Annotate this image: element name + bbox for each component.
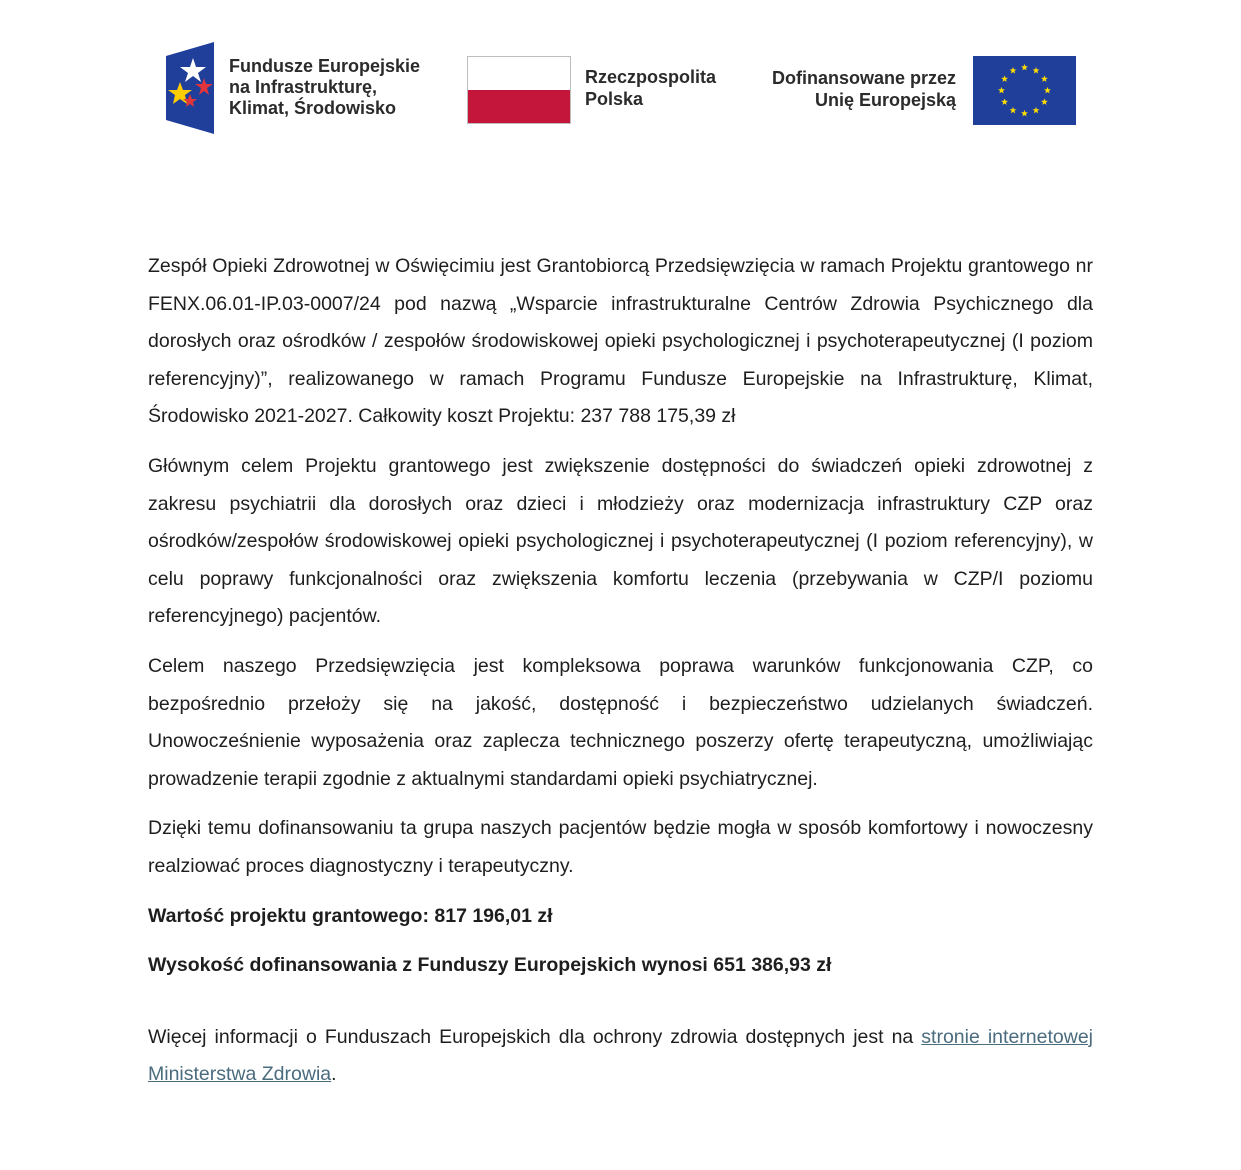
paragraph-goal: Głównym celem Projektu grantowego jest zwiększenie dostępności do świadczeń opieki zdrowotnej z zakresu psychiatrii dla dorosłych oraz dzieci i młodzieży oraz modernizacja infrastruktury CZP oraz ośrodków/zespołów środowiskowej opieki psychologicznej i psychoterapeutycznej (I poziom referencyjny), w celu poprawy funkcjonalności oraz zwiększenia komfortu leczenia (przebywania w CZP/I poziomu referencyjnego) pacjentów. xyxy=(148,454,1093,628)
eu-logo xyxy=(762,56,1076,126)
paragraph-undertaking: Celem naszego Przedsięwzięcia jest kompleksowa poprawa warunków funkcjonowania CZP, co bezpośrednio przełoży się na jakość, dostępność i bezpieczeństwo udzielanych świadczeń. Unowocześnienie wyposażenia oraz zaplecza technicznego poszerzy ofertę terapeutyczną, umożliwiając prowadzenie terapii zgodnie z aktualnymi standardami opieki psychiatrycznej. xyxy=(148,654,1093,790)
ministry-website-link[interactable]: stronie internetowej Ministerstwa Zdrowia xyxy=(148,1025,1093,1086)
rp-logo-line-1: Rzeczpospolita xyxy=(585,67,717,87)
eu-star-icon xyxy=(1033,67,1040,74)
funds-star-logo-icon xyxy=(166,42,216,134)
eu-star-icon xyxy=(998,87,1005,94)
eu-star-icon xyxy=(1033,107,1040,114)
more-info-end: . xyxy=(331,1063,337,1086)
rp-logo-line-2: Polska xyxy=(585,89,644,109)
eu-star-icon xyxy=(1021,110,1028,117)
eu-star-icon xyxy=(1001,75,1008,82)
eu-logo-line-1: Dofinansowane przez xyxy=(771,68,956,88)
eu-star-icon xyxy=(1041,75,1048,82)
eu-star-icon xyxy=(1010,107,1017,114)
more-info-text: Więcej informacji o Funduszach Europejskich dla ochrony zdrowia dostępnych jest na xyxy=(148,1025,922,1048)
logo-strip xyxy=(0,0,1241,150)
rp-logo-text xyxy=(585,66,716,110)
rp-logo xyxy=(467,56,737,126)
polish-flag-icon xyxy=(467,56,571,124)
fe-logo-line-1: Fundusze Europejskie xyxy=(229,56,421,76)
paragraph-benefit: Dzięki temu dofinansowaniu ta grupa naszych pacjentów będzie mogła w sposób komfortowy i nowoczesny realziować proces diagnostyczny i terapeutyczny. xyxy=(148,817,1093,877)
funding-value: Wysokość dofinansowania z Funduszy Europejskich wynosi 651 386,93 zł xyxy=(148,954,832,977)
eu-star-icon xyxy=(1041,98,1048,105)
paragraph-intro: Zespół Opieki Zdrowotnej w Oświęcimiu jest Grantobiorcą Przedsięwzięcia w ramach Projektu grantowego nr FENX.06.01-IP.03-0007/24 pod nazwą „Wsparcie infrastrukturalne Centrów Zdrowia Psychicznego dla dorosłych oraz ośrodków / zespołów środowiskowej opieki psychologicznej i psychoterapeutycznej (I poziom referencyjny)”, realizowanego w ramach Programu Fundusze Europejskie na Infrastrukturę, Klimat, Środowisko 2021-2027. Całkowity koszt Projektu: 237 788 175,39 zł xyxy=(148,255,1093,428)
fe-logo-line-2: na Infrastrukturę, xyxy=(229,77,378,97)
eu-star-icon xyxy=(1021,64,1028,71)
eu-logo-line-2: Unię Europejską xyxy=(814,90,956,110)
fe-logo-line-3: Klimat, Środowisko xyxy=(229,98,397,118)
main-content xyxy=(148,248,1093,1106)
eu-star-icon xyxy=(1010,67,1017,74)
eu-flag-icon xyxy=(973,56,1076,125)
eu-star-icon xyxy=(1044,87,1051,94)
eu-star-icon xyxy=(1001,98,1008,105)
fe-logo xyxy=(166,42,426,134)
eu-stars-icon xyxy=(973,56,1076,125)
more-info-paragraph xyxy=(148,1019,1093,1094)
eu-logo-text xyxy=(772,67,956,111)
fe-logo-text xyxy=(229,56,420,119)
grant-value: Wartość projektu grantowego: 817 196,01 zł xyxy=(148,904,553,927)
